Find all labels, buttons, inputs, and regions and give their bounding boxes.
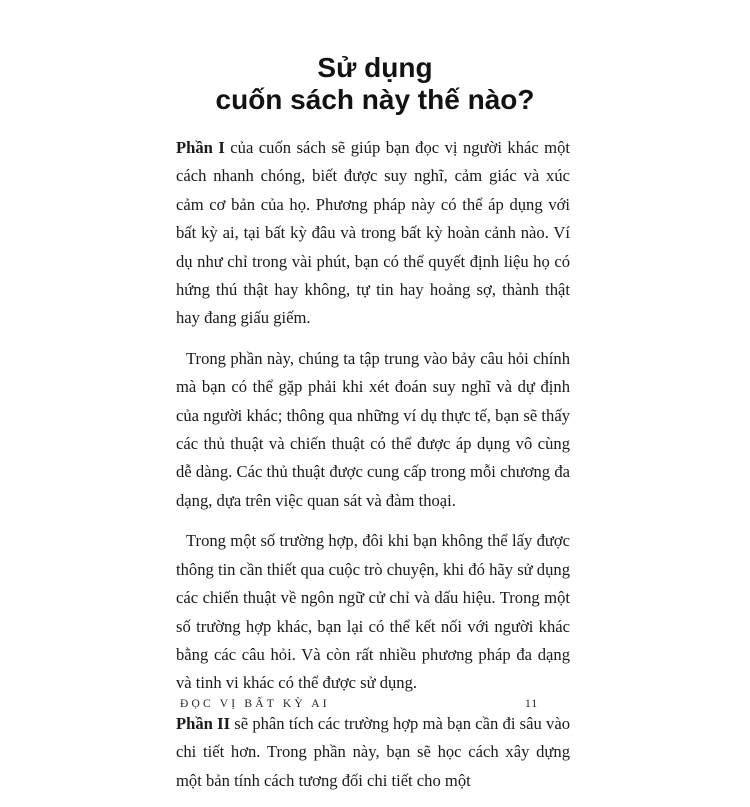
paragraph-text: sẽ phân tích các trường hợp mà bạn cần đi sâu vào chi tiết hơn. Trong phần này, bạn sẽ học cách xây dựng một bản tính cách tương đối chi tiết cho một <box>176 713 570 790</box>
paragraph-1 <box>176 134 570 333</box>
part-label: Phần I <box>176 138 225 157</box>
paragraph-text: Trong phần này, chúng ta tập trung vào bảy câu hỏi chính mà bạn có thể gặp phải khi xét đoán suy nghĩ và dự định của người khác; thông qua những ví dụ thực tế, bạn sẽ thấy các thủ thuật và chiến thuật có thể được áp dụng vô cùng dễ dàng. Các thủ thuật được cung cấp trong mỗi chương đa dạng, dựa trên việc quan sát và đàm thoại. <box>176 348 570 510</box>
paragraph-text: Trong một số trường hợp, đôi khi bạn không thể lấy được thông tin cần thiết qua cuộc trò chuyện, khi đó hãy sử dụng các chiến thuật về ngôn ngữ cử chỉ và dấu hiệu. Trong một số trường hợp khác, bạn lại có thể kết nối với người khác bằng các câu hỏi. Và còn rất nhiều phương pháp đa dạng và tinh vi khác có thể được sử dụng. <box>176 531 570 693</box>
paragraph-2 <box>176 345 570 515</box>
part-label: Phần II <box>176 713 231 733</box>
paragraph-3 <box>176 527 570 697</box>
chapter-title-line-1: Sử dụng <box>317 52 433 83</box>
paragraph-text: của cuốn sách sẽ giúp bạn đọc vị người khác một cách nhanh chóng, biết được suy nghĩ, cảm giác và xúc cảm cơ bản của họ. Phương pháp này có thể áp dụng với bất kỳ ai, tại bất kỳ đâu và trong bất kỳ hoàn cảnh nào. Ví dụ như chỉ trong vài phút, bạn có thể quyết định liệu họ có hứng thú thật hay không, tự tin hay hoảng sợ, thành thật hay đang giấu giếm. <box>176 138 570 328</box>
chapter-title-line-2: cuốn sách này thế nào? <box>215 84 535 115</box>
running-title: ĐỌC VỊ BẤT KỲ AI <box>180 698 330 710</box>
page-number: 11 <box>525 698 539 710</box>
paragraph-4 <box>176 710 570 795</box>
